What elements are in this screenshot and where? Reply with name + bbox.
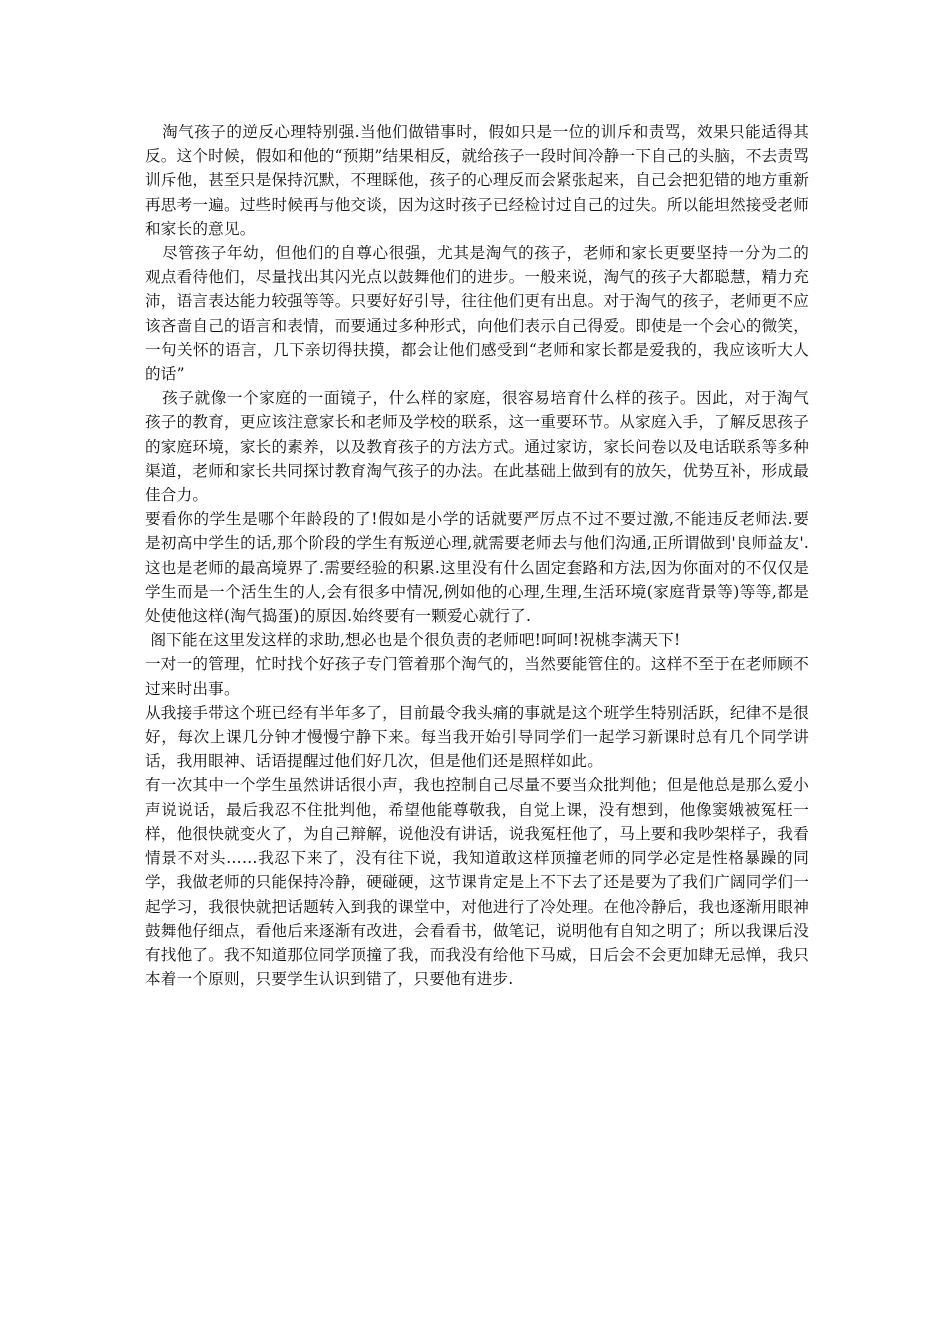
paragraph-blessing: 阁下能在这里发这样的求助,想必也是个很负责的老师吧!呵呵!祝桃李满天下! xyxy=(150,631,681,650)
paragraph-self-esteem: 尽管孩子年幼，但他们的自尊心很强，尤其是淘气的孩子，老师和家长更要坚持一分为二的观点看待他们，尽量找出其闪光点以鼓舞他们的进步。一般来说，淘气的孩子大都聪慧，精力充沛，语言表达能力较强等等。只要好好引导，往往他们更有出息。对于淘气的孩子，老师更不应该吝啬自己的语言和表情，而要通过多种形式，向他们表示自己得爱。即使是一个会心的微笑，一句关怀的语言，几下亲切得扶摸，都会让他们感受到“老师和家长都是爱我的，我应该听大人的话” xyxy=(145,244,809,384)
paragraph-family-mirror: 孩子就像一个家庭的一面镜子，什么样的家庭，很容易培育什么样的孩子。因此，对于淘气孩子的教育，更应该注意家长和老师及学校的联系，这一重要环节。从家庭入手，了解反思孩子的家庭环境，家长的素养，以及教育孩子的方法方式。通过家访，家长问卷以及电话联系等多种渠道，老师和家长共同探讨教育淘气孩子的办法。在此基础上做到有的放矢，优势互补，形成最佳合力。 xyxy=(145,389,809,505)
paragraph-reverse-psychology: 淘气孩子的逆反心理特别强.当他们做错事时，假如只是一位的训斥和责骂，效果只能适得其反。这个时候，假如和他的“预期”结果相反，就给孩子一段时间冷静一下自己的头脑，不去责骂训斥他，甚至只是保持沉默，不理睬他，孩子的心理反而会紧张起来，自己会把犯错的地方重新再思考一遍。过些时候再与他交谈，因为这时孩子已经检讨过自己的过失。所以能坦然接受老师和家长的意见。 xyxy=(145,123,809,238)
document-body xyxy=(145,120,809,991)
paragraph-age-advice: 要看你的学生是哪个年龄段的了!假如是小学的话就要严厉点不过不要过激,不能违反老师法.要是初高中学生的话,那个阶段的学生有叛逆心理,就需要老师去与他们沟通,正所谓做到'良师益友'.这也是老师的最高境界了.需要经验的积累.这里没有什么固定套路和方法,因为你面对的不仅仅是学生而是一个活生生的人,会有很多中情况,例如他的心理,生理,生活环境(家庭背景等)等等,都是处使他这样(淘气捣蛋)的原因.始终要有一颗爱心就行了. xyxy=(145,510,809,626)
paragraph-incident: 有一次其中一个学生虽然讲话很小声，我也控制自己尽量不要当众批判他；但是他总是那么爱小声说说话，最后我忍不住批判他，希望他能尊敬我，自觉上课，没有想到，他像窦娥被冤枉一样，他很快就变火了，为自己辩解，说他没有讲话，说我冤枉他了，马上要和我吵架样子，我看情景不对头……我忍下来了，没有往下说，我知道敢这样顶撞老师的同学必定是性格暴躁的同学，我做老师的只能保持冷静，硬碰硬，这节课肯定是上不下去了还是要为了我们广阔同学们一起学习，我很快就把话题转入到我的课堂中，对他进行了冷处理。在他冷静后，我也逐渐用眼神鼓舞他仔细点，看他后来逐渐有改进，会看看书，做笔记，说明他有自知之明了；所以我课后没有找他了。我不知道那位同学顶撞了我，而我没有给他下马威，日后会不会更加肆无忌惮，我只本着一个原则，只要学生认识到错了，只要他有进步. xyxy=(145,776,809,989)
paragraph-one-on-one: 一对一的管理，忙时找个好孩子专门管着那个淘气的，当然要能管住的。这样不至于在老师顾不过来时出事。 xyxy=(145,655,809,698)
paragraph-class-discipline: 从我接手带这个班已经有半年多了，目前最令我头痛的事就是这个班学生特别活跃，纪律不是很好，每次上课几分钟才慢慢宁静下来。每当我开始引导同学们一起学习新课时总有几个同学讲话，我用眼神、话语提醒过他们好几次，但是他们还是照样如此。 xyxy=(145,703,809,771)
